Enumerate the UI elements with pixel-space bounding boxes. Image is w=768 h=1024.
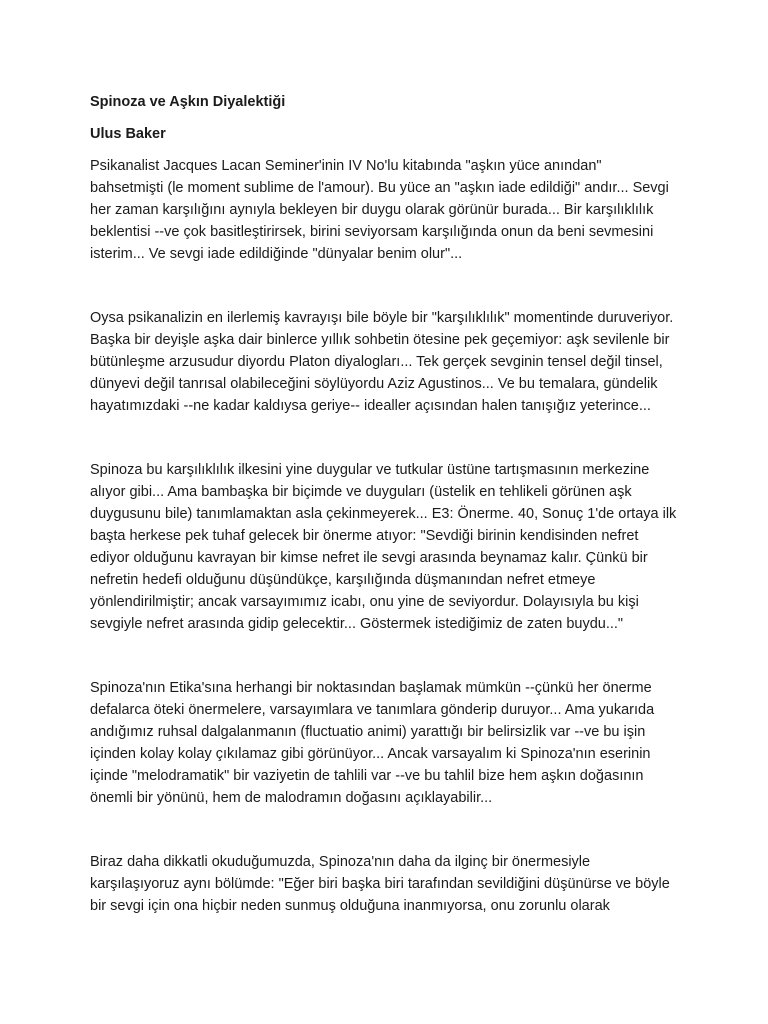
paragraph-2 — [90, 307, 690, 417]
paragraph-5 — [90, 851, 690, 917]
text-line: defalarca öteki önermelere, varsayımlara ve tanımlara gönderip duruyor... Ama yukarıda — [90, 702, 655, 718]
text-line: Biraz daha dikkatli okuduğumuzda, Spinoza'nın daha da ilginç bir önermesiyle — [90, 854, 591, 870]
text-line: bir sevgi için ona hiçbir neden sunmuş olduğuna inanmıyorsa, onu zorunlu olarak — [90, 898, 610, 914]
text-line: isterim... Ve sevgi iade edildiğinde "dünyalar benim olur"... — [90, 246, 463, 262]
document-page — [90, 92, 690, 959]
paragraph-1 — [90, 155, 690, 265]
text-line: Oysa psikanalizin en ilerlemiş kavrayışı bile böyle bir "karşılıklılık" momentinde duruveriyor. — [90, 310, 674, 326]
paragraph-3 — [90, 459, 690, 635]
document-title: Spinoza ve Aşkın Diyalektiği — [90, 94, 286, 110]
text-line: sevgiyle nefret arasında gidip gelecektir... Göstermek istediğimiz de zaten buydu..." — [90, 616, 624, 632]
text-line: başta herkese pek tuhaf gelecek bir önerme atıyor: "Sevdiği birinin kendisinden nefret — [90, 528, 639, 544]
text-line: alıyor gibi... Ama bambaşka bir biçimde ve duyguları (üstelik en tehlikeli görünen aşk — [90, 484, 632, 500]
text-line: Spinoza bu karşılıklılık ilkesini yine duygular ve tutkular üstüne tartışmasının merkezine — [90, 462, 650, 478]
text-line: nefretin hedefi olduğunu düşündükçe, karşılığında düşmanından nefret etmeye — [90, 572, 596, 588]
text-line: yönlendirilmiştir; ancak varsayımımız icabı, onu yine de seviyordur. Dolayısıyla bu kişi — [90, 594, 639, 610]
text-line: dünyevi değil tanrısal olabileceğini söylüyordu Aziz Agustinos... Ve bu temalara, gündelik — [90, 376, 658, 392]
document-author: Ulus Baker — [90, 126, 166, 142]
text-line: duygusunu bile) tanımlamaktan asla çekinmeyerek... E3: Önerme. 40, Sonuç 1'de ortaya ilk — [90, 506, 677, 522]
text-line: hayatımızdaki --ne kadar kaldıysa geriye-- idealler açısından halen tanışığız yeterince... — [90, 398, 651, 414]
text-line: bütünleşme arzusudur diyordu Platon diyalogları... Tek gerçek sevginin tensel değil tinsel, — [90, 354, 663, 370]
text-line: andığımız ruhsal dalgalanmanın (fluctuatio animi) yarattığı bir belirsizlik var --ve bu işin — [90, 724, 646, 740]
text-line: önemli bir yönünü, hem de malodramın doğasını açıklayabilir... — [90, 790, 493, 806]
text-line: içinde "melodramatik" bir vaziyetin de tahlili var --ve bu tahlil bize hem aşkın doğasının — [90, 768, 644, 784]
text-line: Psikanalist Jacques Lacan Seminer'inin IV No'lu kitabında "aşkın yüce anından" — [90, 158, 602, 174]
text-line: içinden kolay kolay çıkılamaz gibi görünüyor... Ancak varsayalım ki Spinoza'nın eserinin — [90, 746, 651, 762]
text-line: her zaman karşılığını aynıyla bekleyen bir duygu olarak görünür burada... Bir karşılıklılık — [90, 202, 654, 218]
text-line: bahsetmişti (le moment sublime de l'amour). Bu yüce an "aşkın iade edildiği" andır... Sevgi — [90, 180, 669, 196]
paragraph-4 — [90, 677, 690, 809]
text-line: Spinoza'nın Etika'sına herhangi bir noktasından başlamak mümkün --çünkü her önerme — [90, 680, 652, 696]
text-line: karşılaşıyoruz aynı bölümde: "Eğer biri başka biri tarafından sevildiğini düşünürse ve böyle — [90, 876, 670, 892]
text-line: beklentisi --ve çok basitleştirirsek, birini seviyorsam karşılığında onun da beni sevmesini — [90, 224, 654, 240]
text-line: ediyor olduğunu kavrayan bir kimse nefret ile sevgi arasında beynamaz kalır. Çünkü bir — [90, 550, 648, 566]
text-line: Başka bir deyişle aşka dair binlerce yıllık sohbetin ötesine pek geçemiyor: aşk sevilenle bir — [90, 332, 670, 348]
